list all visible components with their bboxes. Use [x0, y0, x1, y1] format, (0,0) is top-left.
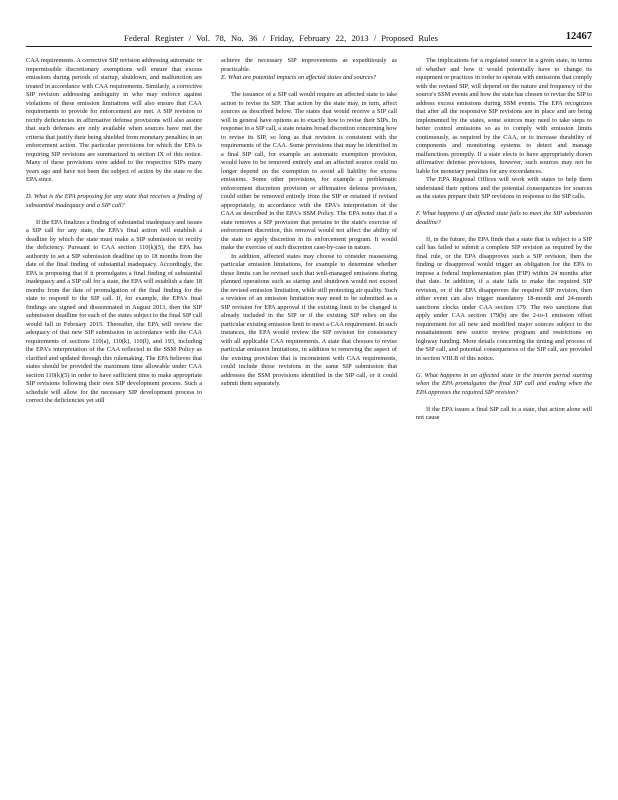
- section-heading: E. What are potential impacts on affected states and sources?: [221, 74, 377, 81]
- paragraph: If, in the future, the EPA finds that a state that is subject to a SIP call has failed to submit a complete SIP revision as required by the final rule, or the EPA disapproves such a SIP revision, then the finding or disapproval would trigger an obligation for the EPA to impose a federal implementation plan (FIP) within 24 months after that date. In addition, if a state fails to make the required SIP revision, or if the EPA disapproves the required SIP revision, then either event can also trigger mandatory 18-month and 24-month sanctions clocks under CAA section 179. The two sanctions that apply under CAA section 179(b) are the 2-to-1 emission offset requirement for all new and modified major sources subject to the nonattainment new source review program and restrictions on highway funding. More details concerning the timing and process of the SIP call, and potential consequences of the SIP call, are provided in section VIII.B of this notice.: [416, 235, 592, 362]
- section-heading: G. What happens in an affected state in the interim period starting when the EPA promulgates the final SIP call and ending when the EPA approves the required SIP revision?: [416, 371, 592, 396]
- column-2: [221, 57, 397, 389]
- paragraph: CAA requirements. A corrective SIP revision addressing automatic or impermissible discretionary exemptions will ensure that excess emissions during periods of startup, shutdown, and malfunction are treated in accordance with CAA requirements. Similarly, a corrective SIP revision addressing ambiguity in who may enforce against violations of these emission limitations will also ensure that CAA requirements to provide for enforcement are met. A SIP revision to rectify deficiencies in affirmative defense provisions will also assure that such defenses are only available when sources have met the criteria that justify their being shielded from monetary penalties in an enforcement action. The particular provisions for which the EPA is requiring SIP revisions are summarized in section IX of this notice. Many of these provisions were added to the respective SIPs many years ago and have not been the subject of action by the state or the EPA since.: [26, 57, 202, 183]
- paragraph: If the EPA finalizes a finding of substantial inadequacy and issues a SIP call for any state, the EPA's final action will establish a deadline by which the state must make a SIP submission to rectify the deficiency. Pursuant to CAA section 110(k)(5), the EPA has authority to set a SIP submission deadline up to 18 months from the date of the final finding of substantial inadequacy. Accordingly, the EPA is proposing that if it promulgates a final finding of substantial inadequacy and a SIP call for a state, the EPA will establish a date 18 months from the date of promulgation of the final finding for the state to respond to the SIP call. If, for example, the EPA's final findings are signed and disseminated in August 2013, then the SIP submission deadline for each of the states subject to the final SIP call would fall in February 2015. Thereafter, the EPA will review the adequacy of that new SIP submission in accordance with the CAA requirements of sections 110(a), 110(k), 110(l), and 193, including the EPA's interpretation of the CAA reflected in the SSM Policy as clarified and updated through this rulemaking. The EPA believes that states should be provided the maximum time allowable under CAA section 110(k)(5) in order to have sufficient time to make appropriate SIP revisions following their own SIP development process. Such a schedule will allow for the necessary SIP development process to correct the deficiencies yet still: [26, 218, 202, 404]
- column-3: [416, 57, 592, 423]
- running-head: Federal Register / Vol. 78, No. 36 / Friday, February 22, 2013 / Proposed Rules: [124, 33, 438, 43]
- paragraph: achieve the necessary SIP improvements as expeditiously as practicable.: [221, 57, 397, 73]
- page-number: 12467: [565, 31, 592, 42]
- section-heading: F. What happens if an affected state fails to meet the SIP submission deadline?: [416, 210, 592, 226]
- paragraph: If the EPA issues a final SIP call to a state, that action alone will not cause: [416, 405, 592, 421]
- paragraph: In addition, affected states may choose to consider reassessing particular emission limitations, for example to determine whether those limits can be revised such that well-managed emissions during planned operations such as startup and shutdown would not exceed the revised emission limitation, while still protecting air quality. Such a revision of an emission limitation may need to be submitted as a SIP revision for EPA approval if the existing limit to be changed is already included in the SIP or if the existing SIP relies on the particular existing emission limit to meet a CAA requirement. In such instances, the EPA would review the SIP revision for consistency with all applicable CAA requirements. A state that chooses to revise particular emission limitations, in addition to removing the aspect of the existing provision that is inconsistent with CAA requirements, could include those revisions in the same SIP submission that addresses the SSM provisions identified in the SIP call, or it could submit them separately.: [221, 252, 397, 387]
- paragraph: The issuance of a SIP call would require an affected state to take action to revise its SIP. That action by the state may, in turn, affect sources as described below. The states that would receive a SIP call will in general have options as to exactly how to revise their SIPs. In response to a SIP call, a state retains broad discretion concerning how to revise its SIP, so long as that revision is consistent with the requirements of the CAA. Some provisions that may be identified in a final SIP call, for example an automatic exemption provision, would have to be removed entirely and an affected source could no longer depend on the exemption to avoid all liability for excess emissions. Some other provisions, for example a problematic enforcement discretion provision or affirmative defense provision, could either be removed entirely from the SIP or retained if revised appropriately, in accordance with the EPA's interpretation of the CAA as described in the EPA's SSM Policy. The EPA notes that if a state removes a SIP provision that pertains to the state's exercise of enforcement discretion, this removal would not affect the ability of the state to apply discretion in its enforcement program. It would make the exercise of such discretion case-by-case in nature.: [221, 91, 397, 251]
- running-header: [26, 32, 592, 47]
- section-heading: D. What is the EPA proposing for any state that receives a finding of substantial inadequacy and a SIP call?: [26, 193, 202, 209]
- paragraph: The EPA Regional Offices will work with states to help them understand their options and the potential consequences for sources as the states prepare their SIP revisions in response to the SIP calls.: [416, 176, 592, 200]
- column-1: [26, 57, 202, 406]
- paragraph: The implications for a regulated source in a given state, in terms of whether and how it would potentially have to change its equipment or practices in order to operate with emissions that comply with the revised SIP, will depend on the nature and frequency of the source's SSM events and how the state has chosen to revise the SIP to address excess emissions during SSM events. The EPA recognizes that after all the responsive SIP revisions are in place and are being implemented by the states, some sources may need to take steps to better control emissions so as to comply with emission limits continuously, as required by the CAA, or to increase durability of components and monitoring systems to detect and manage malfunctions promptly. If a state elects to have appropriately drawn affirmative defense provisions, however, such sources may not be liable for monetary penalties for any exceedances.: [416, 57, 592, 175]
